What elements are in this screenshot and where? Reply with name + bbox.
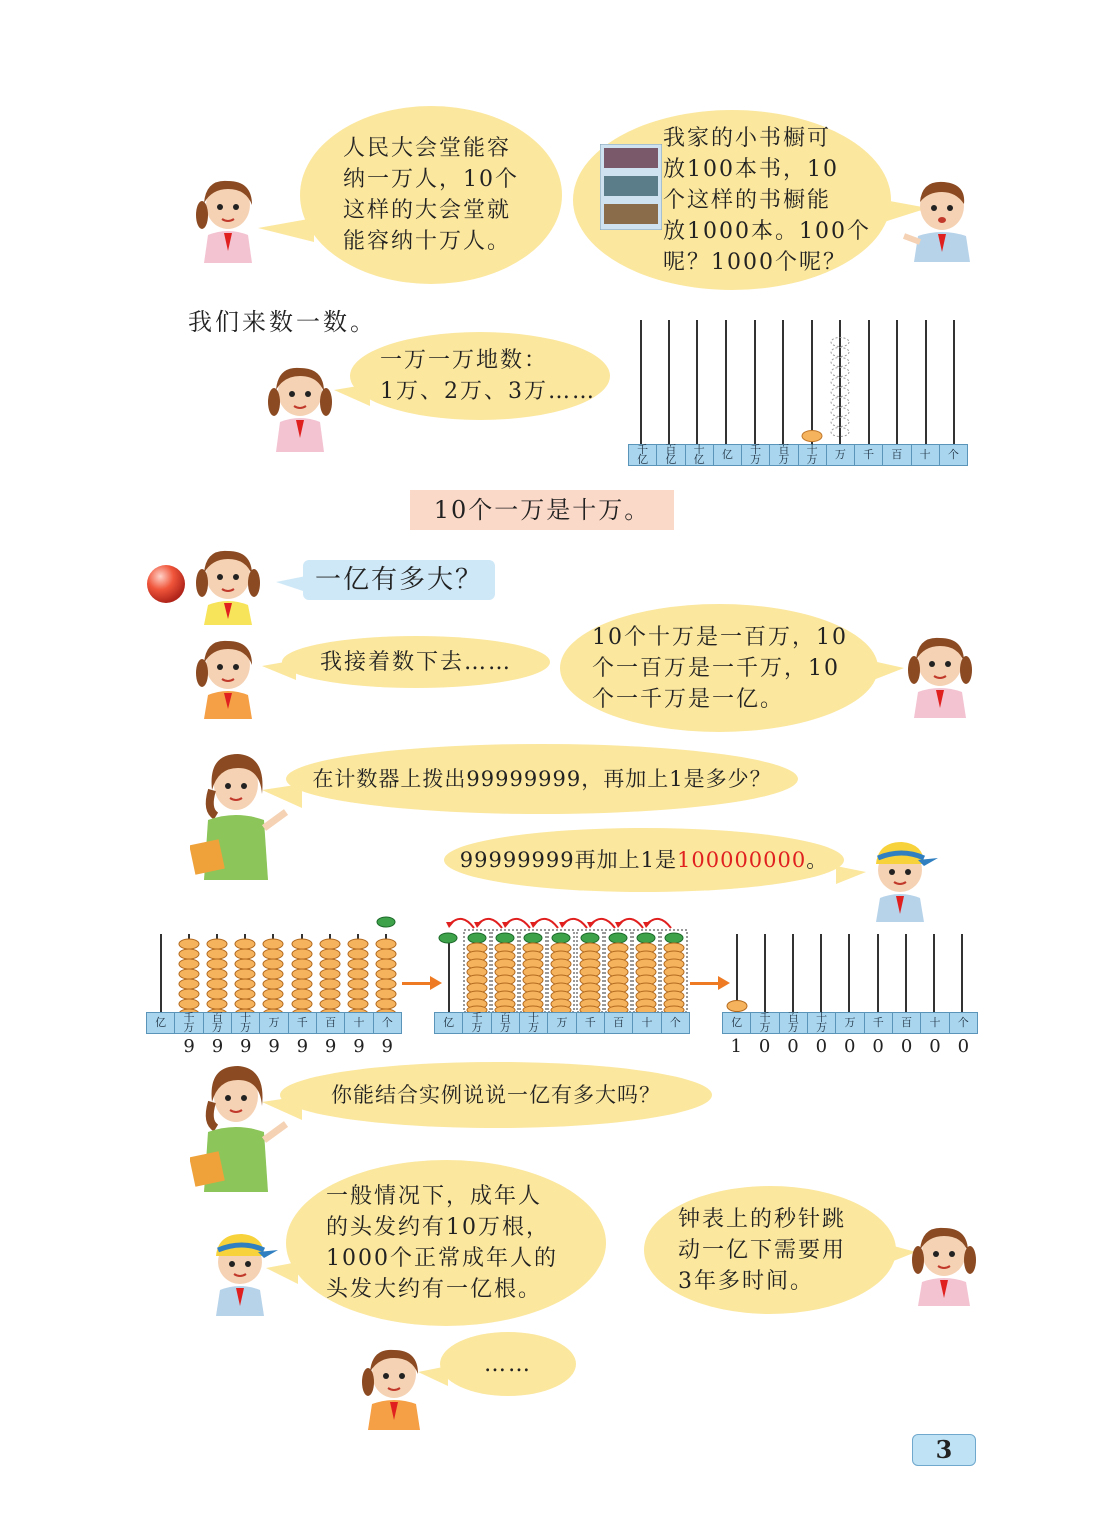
girl-figure-7 xyxy=(352,1344,434,1430)
speech-bubble-hundred-million xyxy=(560,604,878,732)
bubble-tail xyxy=(868,660,904,682)
teacher-figure-2 xyxy=(190,1062,290,1194)
question-box: 一亿有多大？ xyxy=(303,560,495,600)
arrow-right-icon xyxy=(402,982,432,985)
bubble-text: 人民大会堂能容 纳一万人，10个 这样的大会堂就 能容纳十万人。 xyxy=(343,136,519,254)
speech-bubble-great-hall xyxy=(300,106,562,284)
bead-orange xyxy=(726,1000,748,1012)
bubble-text: 钟表上的秒针跳 动一亿下需要用 3年多时间。 xyxy=(678,1206,847,1294)
counter-top xyxy=(628,320,968,466)
bubble-text: 一般情况下，成年人 的头发约有10万根， 1000个正常成年人的 头发大约有一亿根。 xyxy=(326,1184,558,1302)
girl-figure-2 xyxy=(262,362,342,452)
counter-a-digits: 9 9 9 9 9 9 9 9 xyxy=(183,1036,393,1057)
highlight-box: 10个一万是十万。 xyxy=(410,490,674,530)
bubble-text: 一万一万地数： 1万、2万、3万…… xyxy=(380,348,596,404)
speech-bubble-count-by-ten-thousand xyxy=(350,332,610,420)
count-heading: 我们来数一数。 xyxy=(188,308,377,336)
counter-a xyxy=(146,914,402,1058)
red-ball-icon xyxy=(146,564,186,604)
bubble-tail xyxy=(276,576,306,592)
bubble-text: 我家的小书橱可 放100本书，10 个这样的书橱能 放1000本。100个 呢？1000个呢？ xyxy=(663,125,871,275)
speech-bubble-hair-example xyxy=(286,1160,606,1326)
bubble-text: 你能结合实例说说一亿有多大吗？ xyxy=(331,1082,661,1107)
counter-c-digits: 1 0 0 0 0 0 0 0 0 xyxy=(730,1036,970,1057)
speech-bubble-ellipsis xyxy=(440,1332,576,1396)
counter-b xyxy=(434,910,690,1034)
bookcase-icon xyxy=(600,144,662,230)
speech-bubble-teacher-examples xyxy=(280,1062,712,1128)
counter-c-labels: 亿 千 万 百 万 十 万 万 千 百 十 个 xyxy=(722,1012,978,1034)
bead-orange xyxy=(801,430,823,442)
bubble-text: 在计数器上拨出99999999，再加上1是多少？ xyxy=(312,766,772,791)
speech-bubble-teacher-question xyxy=(286,744,798,814)
dashed-beads xyxy=(828,336,852,446)
speech-bubble-answer xyxy=(444,828,844,892)
girl-figure-4 xyxy=(190,635,270,719)
bubble-text: …… xyxy=(484,1351,532,1377)
teacher-figure-1 xyxy=(190,750,290,882)
speech-bubble-clock-example xyxy=(644,1186,896,1314)
bubble-text: 10个十万是一百万，10 个一百万是一千万，10 个一千万是一亿。 xyxy=(592,624,848,712)
boy-figure-1 xyxy=(900,176,978,262)
speech-bubble-continue-counting xyxy=(282,636,550,688)
girl-figure-5 xyxy=(900,632,980,718)
bubble-text: 我接着数下去…… xyxy=(319,649,512,675)
page-number: 3 xyxy=(912,1434,976,1466)
counter-a-labels: 亿 千 万 百 万 十 万 万 千 百 十 个 xyxy=(146,1012,402,1034)
counter-top-labels: 千 亿 百 亿 十 亿 亿 千 万 百 万 十 万 万 千 百 十 个 xyxy=(628,444,968,466)
counter-b-labels: 亿 千 万 百 万 十 万 万 千 百 十 个 xyxy=(434,1012,690,1034)
answer-highlight: 100000000 xyxy=(677,847,807,872)
boy-with-cap-figure-1 xyxy=(862,836,942,922)
girl-figure-6 xyxy=(904,1222,984,1306)
bubble-text: 99999999再加上1是100000000。 xyxy=(459,847,829,872)
girl-figure-3 xyxy=(190,545,270,625)
arrow-right-icon xyxy=(690,982,720,985)
counter-c xyxy=(722,914,978,1058)
